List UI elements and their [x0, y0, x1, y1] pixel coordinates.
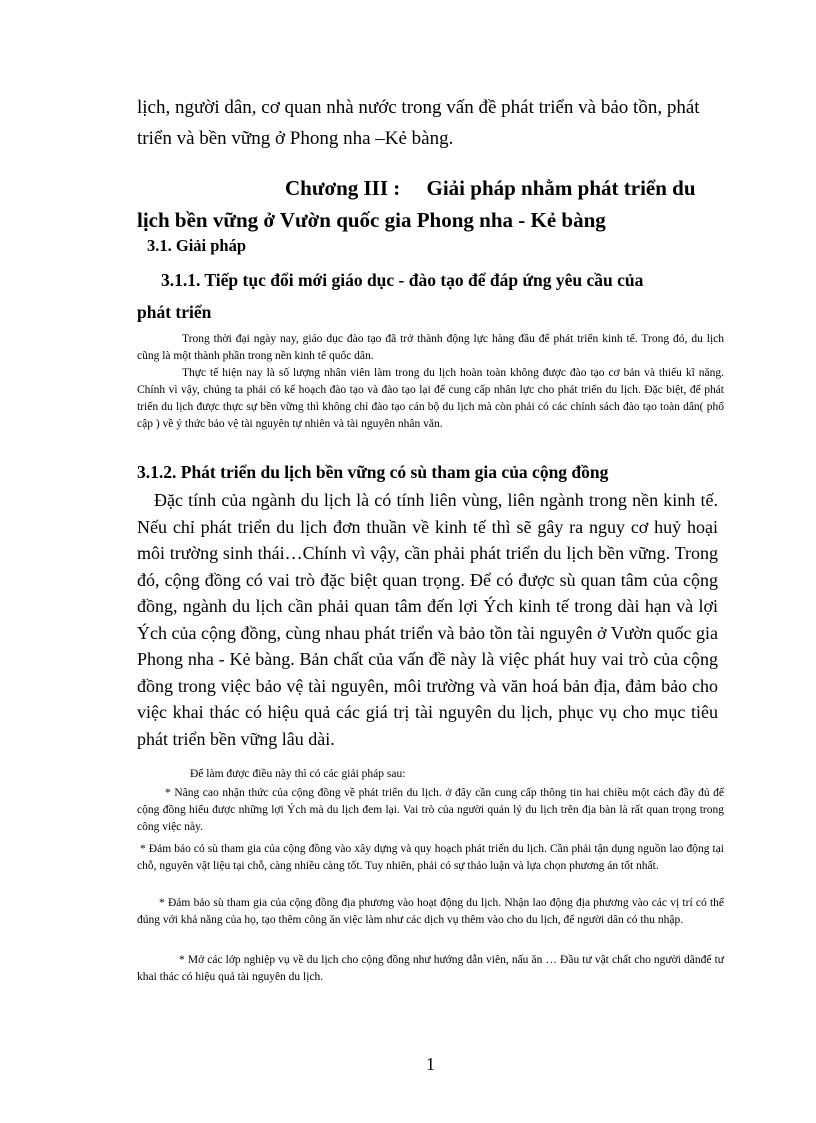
bullet-1: * Nâng cao nhận thức của cộng đồng về phát triển du lịch. ở đây cần cung cấp thông tin hai chiều một cách đầy đủ để cộng đồng hiểu được những lợi Ých mà du lịch đem lại. Vai trò của người quản lý du lịch trên địa bàn là rất quan trọng trong công việc này.	[137, 787, 724, 833]
subsection2-body: Đặc tính của ngành du lịch là có tính liên vùng, liên ngành trong nền kinh tế. Nếu chỉ phát triển du lịch đơn thuần về kinh tế thì sẽ gây ra nguy cơ huỷ hoại môi trường sinh thái…Chính vì vậy, cần phải phát triển du lịch bền vững. Trong đó, cộng đồng có vai trò đặc biệt quan trọng. Để có được sù quan tâm của cộng đồng, ngành du lịch cần phải quan tâm đến lợi Ých kinh tế trong dài hạn và lợi Ých của cộng đồng, cùng nhau phát triển và bảo tồn tài nguyên ở Vườn quốc gia Phong nha - Kẻ bàng. Bản chất của vấn đề này là việc phát huy vai trò của cộng đồng trong việc bảo vệ tài nguyên, môi trường và văn hoá bản địa, đảm bảo cho việc khai thác có hiệu quả các giá trị tài nguyên du lịch, phục vụ cho mục tiêu phát triển bền vững lâu dài.	[137, 490, 718, 749]
subsection1-paragraph-2: Thực tế hiện nay là số lượng nhân viên làm trong du lịch hoàn toàn không được đào tạo cơ bản và thiếu kĩ năng. Chính vì vậy, chúng ta phải có kế hoạch đào tạo và đào tạo lại để cung cấp nhân lực cho phát triển du lịch. Đặc biệt, để phát triển du lịch được thực sự bền vững thì không chỉ đào tạo cán bộ du lịch mà còn phải có các chính sách đào tạo toàn dân( phổ cập ) về ý thức bảo vệ tài nguyên tự nhiên và tài nguyên nhân văn.	[137, 367, 724, 430]
bullet-2: * Đảm bảo có sù tham gia của cộng đồng vào xây dựng và quy hoạch phát triển du lịch. Cần phải tận dụng nguồn lao động tại chỗ, nguyên vật liệu tại chỗ, càng nhiều càng tốt. Tuy nhiên, phải có sự thảo luận và lựa chọn phương án tốt nhất.	[137, 843, 724, 872]
subsection1-paragraph-1: Trong thời đại ngày nay, giáo dục đào tạo đã trở thành động lực hàng đầu để phát triển kinh tế. Trong đó, du lịch cũng là một thành phần trong nền kinh tế quốc dân.	[137, 333, 724, 362]
subsection2-heading: 3.1.2. Phát triển du lịch bền vững có sù tham gia của cộng đồng	[137, 462, 609, 482]
intro-paragraph: lịch, người dân, cơ quan nhà nước trong vấn đề phát triển và bảo tồn, phát triển và bền vững ở Phong nha –Kẻ bàng.	[137, 97, 700, 149]
solutions-intro: Để làm được điều này thì có các giải pháp sau:	[190, 768, 406, 780]
chapter-heading-line1: Chương III : Giải pháp nhằm phát triển du	[285, 176, 696, 200]
chapter-heading-line2: lịch bền vững ở Vườn quốc gia Phong nha - Kẻ bàng	[137, 208, 606, 232]
bullet-4: * Mở các lớp nghiệp vụ về du lịch cho cộng đồng như hướng dẫn viên, nấu ăn … Đầu tư vật chất cho người dânđể tư khai thác có hiệu quả tài nguyên du lịch.	[137, 954, 724, 983]
section-heading: 3.1. Giải pháp	[147, 236, 247, 255]
subsection1-heading-line2: phát triển	[137, 302, 212, 322]
bullet-3: * Đảm bảo sù tham gia của cộng đồng địa phương vào hoạt động du lịch. Nhận lao động địa phương vào các vị trí có thể đúng với khả năng của họ, tạo thêm công ăn việc làm như các dịch vụ thêm vào cho du lịch, để người dân có thu nhập.	[137, 897, 724, 926]
subsection1-heading-line1: 3.1.1. Tiếp tục đổi mới giáo dục - đào tạo để đáp ứng yêu cầu của	[161, 270, 644, 290]
page-number: 1	[426, 1054, 435, 1074]
